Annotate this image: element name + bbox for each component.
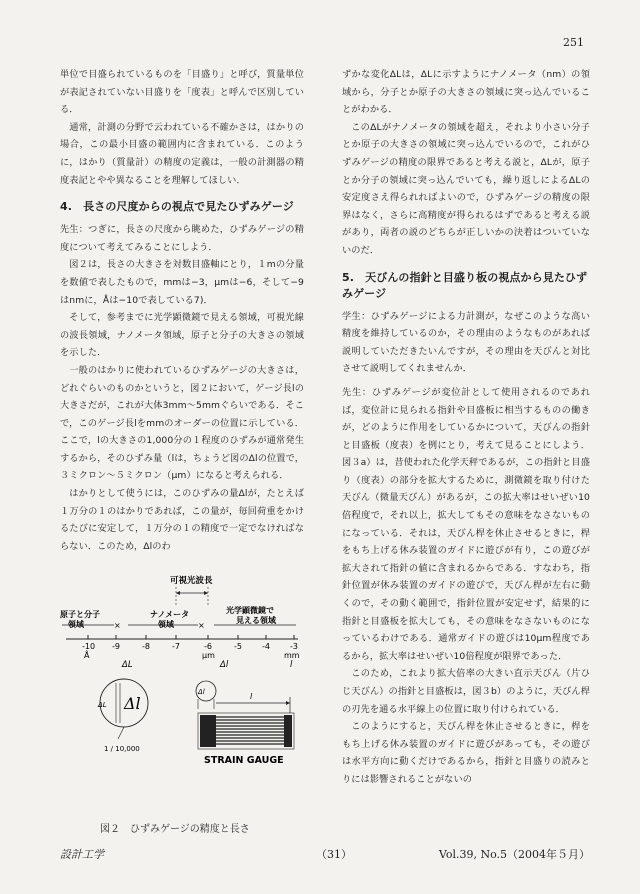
tick-label: -8 — [142, 642, 150, 651]
tick-label: -7 — [172, 642, 180, 651]
dl-small-label: Δl — [198, 688, 205, 696]
angstrom-label: Å — [84, 651, 90, 660]
section-heading-5: 5. 天びんの指針と目盛り板の視点から見たひずみゲージ — [342, 270, 588, 300]
l-label: l — [250, 692, 253, 701]
tick-label: -9 — [112, 642, 120, 651]
right-column — [342, 66, 590, 789]
figure-caption: 図２ ひずみゲージの精度と長さ — [100, 824, 250, 835]
dL-label: ΔL — [98, 701, 107, 709]
left-column — [60, 66, 304, 555]
footer-volume: Vol.39, No.5（2004年５月） — [438, 848, 590, 861]
paragraph: このようにすると，天びん桿を休止させるときに，桿をもち上げる休み装置のガイドに遊びがあっても，その遊びは水平方向に動くだけであるから，指針と目盛りの読みとりには影響されることがないの — [342, 721, 590, 785]
paragraph: 一般のはかりに使われているひずみゲージの大きさは，どれぐらいのものかというと，図２において，ゲージ長lの大きさだが，これが大体3mm〜5mmぐらいである．そこで，このゲージ長lをmmのオーダーの位置に示している．ここで，lの大きさの1,000分の１程度のひずみが通常発生するから，そのひずみ量（lは，ちょうど図のΔlの位置で，３ミクロン〜５ミクロン（μm）になると考えられる． — [60, 364, 304, 482]
nanometer-label: ナノメータ領域 — [150, 610, 190, 629]
paragraph: そして，参考までに光学顕微鏡で見える領域，可視光線の波長領域，ナノメータ領域，原子と分子の大きさの領域を示した． — [60, 312, 304, 359]
dL-axis-label: ΔL — [122, 660, 133, 670]
strain-gauge-graphic — [198, 713, 294, 749]
tick-label: -4 — [262, 642, 270, 651]
tick-labels — [82, 642, 300, 660]
paragraph: 先生：つぎに，長さの尺度から眺めた，ひずみゲージの精度について考えてみることにしよう． — [60, 224, 304, 253]
l-axis-label: l — [290, 660, 293, 670]
paragraph: このため，これより拡大倍率の大きい直示天びん（片ひじ天びん）の指針と目盛板は，図３b）のように，天びん桿の刃先を通る水平線上の位置に取り付けられている． — [342, 668, 590, 715]
paragraph: 図２は，長さの大きさを対数目盛軸にとり，１mの分量を数値で表したもので，mmは−3，μmは−6，そして−9はnmに，Åは−10で表している7)． — [60, 259, 304, 306]
footer-page: （31） — [316, 848, 352, 861]
paragraph: 通常，計測の分野で云われている不確かさは，はかりの場合，この最小目盛の範囲内に含まれている．このように，はかり（質量計）の精度の定義は，一般の計測器の精度表記とやや異なることを理解してほしい． — [60, 121, 304, 186]
tick-label: -6 — [204, 642, 212, 651]
paragraph: 先生：ひずみゲージが変位計として使用されるのであれば，変位計に見られる指針や目盛板に相当するものの働きが，どのように作用をしているかについて，天びんの指針と目盛板（度表）を例にとり，考えて見ることにしよう．図３a）は，昔使われた化学天秤であるが，この指針と目盛り（度表）の部分を拡大するために，測微鏡を取り付けた天びん（微量天びん）があるが，この拡大率はせいぜい10倍程度で，それ以上，拡大してもその意味をなさないものになっている．それは，天びん桿を休止させるときに，桿をもち上げる休み装置のガイドに遊びが有り，この遊びが拡大されて指針の値に含まれるからである．すなわち，指針位置が休み装置のガイドの遊びで，天びん桿が左右に動くので，その動く範囲で，指針位置が安定せず，結果的に指針と目盛板を拡大しても，その意味をなさないものになっているわけである．通常ガイドの遊びは10μm程度であるから，拡大率はせいぜい10倍程度が限界であった． — [342, 386, 590, 662]
strain-gauge-label: STRAIN GAUGE — [204, 755, 284, 766]
page-number: 251 — [563, 36, 584, 49]
visible-light-label: 可視光波長 — [170, 576, 213, 586]
paragraph: ずかな変化ΔLは，ΔLに示すようにナノメータ（nm）の領域から，分子とか原子の大きさの領域に突っ込んでいることがわかる． — [342, 69, 590, 116]
paragraph: はかりとして使うには，このひずみの量Δlが，たとえば１万分の１のはかりであれば，この量が，毎回荷重をかけるたびに安定して，１万分の１の精度で一定でなければならない．このため，Δlのわ — [60, 488, 304, 552]
svg-text:×: × — [198, 621, 205, 630]
optical-label: 光学顕微鏡で見える領域 — [226, 606, 276, 625]
tick-label: -5 — [234, 642, 242, 651]
footer-journal: 設計工学 — [60, 848, 104, 861]
section-heading-4: 4. 長さの尺度からの視点で見たひずみゲージ — [60, 200, 294, 214]
um-label: μm — [202, 651, 215, 660]
paragraph: このΔLがナノメータの領域を超え，それより小さい分子とか原子の大きさの領域に突っ込んでいるので，これがひずみゲージの精度の限界であると考える説と，ΔLが，原子とか分子の領域に突っ込んでいても，繰り返しによるΔLの安定度さえ得られればよいので，ひずみゲージの精度の限界はなく，さらに高精度が得られるはずであると考える説があり，両者の説のどちらが正しいかの決着はついていないのだ． — [342, 121, 590, 256]
ratio-label: 1 / 10,000 — [104, 745, 140, 753]
atom-molecule-label: 原子と分子領域 — [60, 610, 100, 629]
dl-axis-label: Δl — [220, 660, 229, 670]
svg-text:×: × — [114, 621, 121, 630]
mm-label: mm — [284, 651, 300, 660]
tick-label: -3 — [290, 642, 298, 651]
tick-label: -10 — [82, 642, 96, 651]
dl-big-label: Δl — [124, 694, 141, 713]
paragraph: 単位で目盛られているものを「目盛り」と呼び，質量単位が表記されていない目盛りを「度表」と呼んで区別している． — [60, 69, 304, 116]
axis-ticks — [88, 635, 294, 639]
figure-2-diagram — [58, 563, 308, 818]
paragraph: 学生：ひずみゲージによる力計測が，なぜこのような高い精度を維持しているのか，その理由のようなものがあれば説明していただきたいんですが，その理由を天びんと対比させて説明してくれませんか． — [342, 310, 590, 375]
